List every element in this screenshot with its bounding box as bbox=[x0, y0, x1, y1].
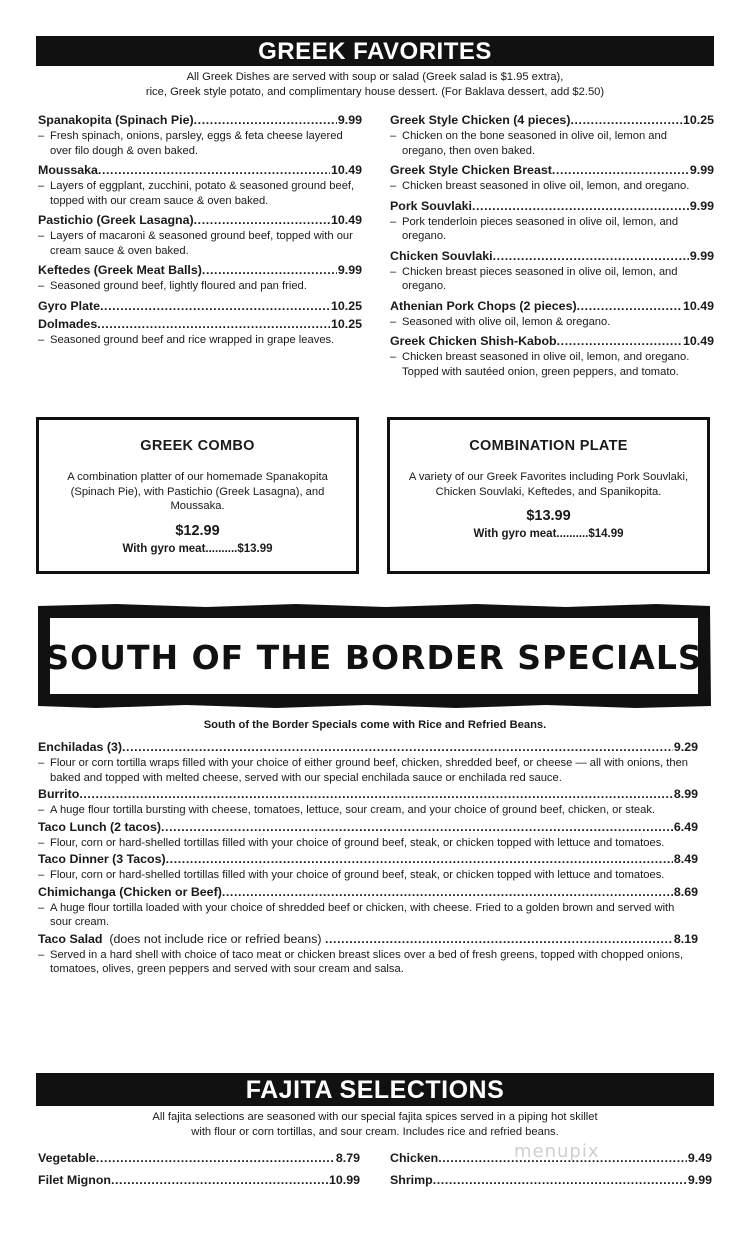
menu-item-row bbox=[38, 851, 698, 868]
menu-item-row bbox=[38, 162, 362, 179]
item-description bbox=[38, 836, 698, 851]
greek-combo-description: A combination platter of our homemade Spanakopita (Spinach Pie), with Pastichio (Greek Lasagna), and Moussaka. bbox=[67, 471, 328, 512]
item-price: 9.29 bbox=[673, 740, 698, 754]
item-name: Taco Salad bbox=[38, 931, 103, 946]
greek-combo-title: GREEK COMBO bbox=[140, 438, 255, 454]
item-name: Dolmades bbox=[38, 316, 98, 331]
item-description-text: Pork tenderloin pieces seasoned in olive oil, lemon, and oregano. bbox=[402, 215, 679, 242]
item-name: Athenian Pork Chops (2 pieces) bbox=[390, 298, 577, 313]
item-price: 10.25 bbox=[330, 298, 362, 313]
item-description-text: Chicken breast pieces seasoned in olive oil, lemon, and oregano. bbox=[402, 265, 678, 292]
menu-item bbox=[38, 931, 698, 977]
item-name: Pork Souvlaki bbox=[390, 198, 472, 213]
item-price: 9.99 bbox=[689, 198, 714, 213]
greek-note-line1: All Greek Dishes are served with soup or salad (Greek salad is $1.95 extra), bbox=[186, 71, 564, 83]
item-price: 10.25 bbox=[330, 316, 362, 331]
dash-marker: – bbox=[38, 757, 45, 769]
item-name: Keftedes (Greek Meat Balls) bbox=[38, 263, 202, 277]
item-name: Gyro Plate bbox=[38, 298, 100, 313]
menu-item-row bbox=[390, 198, 714, 215]
item-price: 8.79 bbox=[335, 1151, 360, 1165]
menu-item-row bbox=[38, 786, 698, 803]
menu-item bbox=[38, 162, 362, 208]
menu-item-row bbox=[38, 739, 698, 756]
dot-leader bbox=[111, 1172, 328, 1189]
item-description bbox=[38, 803, 698, 818]
combination-plate-title: COMBINATION PLATE bbox=[469, 438, 628, 454]
menu-item-row bbox=[390, 333, 714, 350]
item-price: 8.49 bbox=[673, 852, 698, 866]
item-name: Shrimp bbox=[390, 1173, 433, 1187]
item-price: 8.99 bbox=[673, 787, 698, 801]
item-description bbox=[390, 350, 714, 379]
fajita-note bbox=[36, 1110, 714, 1139]
dot-leader bbox=[433, 1172, 687, 1189]
dot-leader bbox=[194, 212, 330, 229]
menu-item-row bbox=[38, 212, 362, 229]
item-description-text: A huge flour tortilla loaded with your choice of shredded beef or chicken, with cheese. Fried to a golden brown and served with sour cream. bbox=[50, 901, 675, 928]
item-description-text: Chicken breast seasoned in olive oil, lemon, and oregano. bbox=[402, 180, 690, 192]
dot-leader bbox=[122, 739, 673, 756]
greek-favorites-banner bbox=[36, 36, 714, 66]
dash-marker: – bbox=[390, 351, 397, 363]
item-name: Greek Style Chicken (4 pieces) bbox=[390, 113, 571, 127]
dot-leader bbox=[222, 884, 673, 901]
south-of-border-title: SOUTH OF THE BORDER SPECIALS bbox=[45, 638, 703, 677]
menu-item-row bbox=[390, 298, 714, 315]
menu-item-row bbox=[38, 884, 698, 901]
fajita-note-line2: with flour or corn tortillas, and sour cream. Includes rice and refried beans. bbox=[191, 1125, 559, 1138]
item-description-text: A huge flour tortilla bursting with cheese, tomatoes, lettuce, sour cream, and your choice of ground beef, chicken, or steak. bbox=[50, 804, 656, 816]
dot-leader bbox=[325, 931, 673, 948]
menu-item bbox=[390, 1172, 712, 1189]
item-description-text: Flour or corn tortilla wraps filled with your choice of either ground beef, chicken, shredded beef, or cheese — all with onions, then baked and topped with melted cheese, served with our special enchilada sauce or enchilada red sauce. bbox=[50, 757, 689, 784]
dash-marker: – bbox=[390, 215, 397, 228]
item-note: (does not include rice or refried beans) bbox=[102, 931, 325, 946]
dot-leader bbox=[96, 1150, 335, 1167]
item-name: Burrito bbox=[38, 787, 80, 801]
item-price: 10.99 bbox=[328, 1173, 360, 1187]
menu-item bbox=[38, 298, 362, 315]
item-price: 10.25 bbox=[682, 113, 714, 127]
menu-item-row bbox=[38, 931, 698, 948]
item-description bbox=[38, 756, 698, 785]
item-name: Greek Chicken Shish-Kabob bbox=[390, 334, 557, 348]
greek-right-column bbox=[390, 112, 714, 383]
item-description bbox=[38, 333, 362, 348]
dash-marker: – bbox=[38, 804, 45, 816]
item-description-text: Seasoned ground beef, lightly floured and pan fried. bbox=[50, 280, 307, 292]
menu-item-row bbox=[38, 1172, 360, 1189]
menu-item-row bbox=[38, 298, 362, 315]
menu-item bbox=[38, 112, 362, 158]
item-description-text: Flour, corn or hard-shelled tortillas filled with your choice of ground beef, steak, or chicken topped with lettuce and tomatoes. bbox=[50, 869, 665, 881]
item-name: Filet Mignon bbox=[38, 1173, 111, 1187]
item-name: Enchiladas (3) bbox=[38, 740, 123, 754]
item-description-text: Chicken breast seasoned in olive oil, lemon, and oregano. Topped with sautéed onion, green peppers, and tomato. bbox=[402, 351, 690, 378]
item-price: 9.49 bbox=[687, 1151, 712, 1165]
menu-item bbox=[390, 112, 714, 158]
dash-marker: – bbox=[38, 280, 45, 292]
dot-leader bbox=[202, 262, 337, 279]
dash-marker: – bbox=[38, 333, 45, 346]
dash-marker: – bbox=[38, 948, 45, 961]
menu-item bbox=[38, 819, 698, 851]
dash-marker: – bbox=[38, 836, 45, 849]
greek-combo-price: $12.99 bbox=[175, 522, 220, 539]
dot-leader bbox=[194, 112, 337, 129]
item-price: 8.19 bbox=[673, 931, 698, 946]
menu-item bbox=[390, 248, 714, 294]
menu-item-row bbox=[38, 819, 698, 836]
item-description bbox=[38, 901, 698, 930]
item-description bbox=[390, 129, 714, 158]
greek-combo-gyro-price: With gyro meat..........$13.99 bbox=[122, 542, 273, 555]
item-description-text: Flour, corn or hard-shelled tortillas filled with your choice of ground beef, steak, or chicken topped with lettuce and tomatoes. bbox=[50, 836, 665, 849]
dash-marker: – bbox=[38, 869, 45, 881]
menu-item-row bbox=[38, 316, 362, 333]
menu-item bbox=[38, 786, 698, 818]
item-description-text: Layers of macaroni & seasoned ground beef, topped with our cream sauce & oven baked. bbox=[50, 230, 353, 257]
item-name: Taco Dinner (3 Tacos) bbox=[38, 852, 166, 866]
dot-leader bbox=[552, 162, 689, 179]
greek-left-column bbox=[38, 112, 362, 351]
fajita-banner bbox=[36, 1073, 714, 1106]
dot-leader bbox=[472, 198, 689, 215]
fajita-note-line1: All fajita selections are seasoned with our special fajita spices served in a piping hot skillet bbox=[152, 1111, 598, 1123]
menu-item-row bbox=[38, 262, 362, 279]
combination-plate-price: $13.99 bbox=[526, 508, 571, 524]
item-description bbox=[390, 265, 714, 294]
dash-marker: – bbox=[390, 180, 397, 192]
menu-item bbox=[38, 851, 698, 883]
item-description bbox=[38, 868, 698, 883]
dash-marker: – bbox=[38, 230, 45, 242]
menu-item-row bbox=[38, 112, 362, 129]
menu-item-row bbox=[38, 1150, 360, 1167]
item-price: 9.99 bbox=[337, 113, 362, 127]
dot-leader bbox=[79, 786, 673, 803]
dash-marker: – bbox=[390, 265, 397, 278]
dot-leader bbox=[161, 819, 673, 836]
dot-leader bbox=[557, 333, 682, 350]
dot-leader bbox=[98, 162, 330, 179]
item-description bbox=[390, 179, 714, 194]
item-description bbox=[38, 179, 362, 208]
dash-marker: – bbox=[38, 901, 45, 914]
item-description-text: Seasoned with olive oil, lemon & oregano. bbox=[402, 315, 611, 328]
south-note: South of the Border Specials come with Rice and Refried Beans. bbox=[203, 719, 547, 731]
item-description bbox=[38, 129, 362, 158]
greek-note-line2: rice, Greek style potato, and complimentary house dessert. (For Baklava dessert, add $2.50) bbox=[145, 85, 605, 98]
combination-plate-box bbox=[387, 417, 710, 574]
item-description-text: Fresh spinach, onions, parsley, eggs & feta cheese layered over filo dough & oven baked. bbox=[50, 130, 343, 157]
menu-item bbox=[390, 162, 714, 194]
menu-item-row bbox=[390, 1172, 712, 1189]
item-name: Vegetable bbox=[38, 1151, 96, 1165]
south-of-border-banner bbox=[36, 602, 712, 710]
menu-item-row bbox=[390, 248, 714, 265]
item-price: 10.49 bbox=[330, 213, 362, 227]
menu-item-row bbox=[390, 162, 714, 179]
dash-marker: – bbox=[38, 130, 45, 142]
greek-note bbox=[36, 70, 714, 99]
south-items-list bbox=[38, 739, 698, 978]
item-description bbox=[390, 215, 714, 244]
dot-leader bbox=[100, 298, 330, 315]
combination-plate-description: A variety of our Greek Favorites including Pork Souvlaki, Chicken Souvlaki, Keftedes, and Spanikopita. bbox=[408, 471, 689, 498]
dot-leader bbox=[166, 851, 673, 868]
item-price: 10.49 bbox=[682, 334, 714, 348]
greek-favorites-title: GREEK FAVORITES bbox=[258, 38, 492, 65]
fajita-title: FAJITA SELECTIONS bbox=[245, 1076, 505, 1104]
item-name: Pastichio (Greek Lasagna) bbox=[38, 213, 194, 227]
combination-plate-gyro-price: With gyro meat..........$14.99 bbox=[473, 528, 624, 540]
item-price: 9.99 bbox=[689, 248, 714, 263]
menu-item bbox=[38, 884, 698, 930]
dash-marker: – bbox=[390, 130, 397, 142]
item-name: Chimichanga (Chicken or Beef) bbox=[38, 884, 222, 899]
dash-marker: – bbox=[38, 180, 45, 192]
dot-leader bbox=[493, 248, 689, 265]
item-name: Spanakopita (Spinach Pie) bbox=[38, 113, 194, 127]
item-name: Moussaka bbox=[38, 163, 98, 177]
dot-leader bbox=[97, 316, 330, 333]
item-description-text: Chicken on the bone seasoned in olive oil, lemon and oregano, then oven baked. bbox=[402, 130, 667, 157]
item-price: 10.49 bbox=[330, 163, 362, 177]
item-price: 9.99 bbox=[689, 163, 714, 177]
menu-item bbox=[38, 316, 362, 348]
watermark: menupix bbox=[514, 1141, 600, 1162]
menu-item bbox=[390, 333, 714, 379]
menu-item bbox=[390, 298, 714, 330]
fajita-left-column bbox=[38, 1150, 360, 1194]
dash-marker: – bbox=[390, 315, 397, 328]
item-price: 8.69 bbox=[673, 884, 698, 899]
item-name: Greek Style Chicken Breast bbox=[390, 163, 552, 177]
greek-combo-box bbox=[36, 417, 359, 574]
item-price: 9.99 bbox=[687, 1173, 712, 1187]
item-name: Taco Lunch (2 tacos) bbox=[38, 819, 162, 834]
dot-leader bbox=[577, 298, 682, 315]
menu-item bbox=[38, 262, 362, 294]
item-price: 9.99 bbox=[337, 263, 362, 277]
item-name: Chicken bbox=[390, 1151, 439, 1165]
item-price: 10.49 bbox=[682, 298, 714, 313]
item-description bbox=[38, 279, 362, 294]
item-description-text: Seasoned ground beef and rice wrapped in grape leaves. bbox=[50, 333, 335, 346]
dot-leader bbox=[570, 112, 682, 129]
menu-item bbox=[38, 1172, 360, 1189]
menu-item bbox=[390, 198, 714, 244]
menu-item bbox=[38, 212, 362, 258]
item-description bbox=[38, 229, 362, 258]
item-description bbox=[390, 315, 714, 330]
item-name: Chicken Souvlaki bbox=[390, 248, 493, 263]
menu-item bbox=[38, 1150, 360, 1167]
item-description bbox=[38, 948, 698, 977]
item-description-text: Layers of eggplant, zucchini, potato & seasoned ground beef, topped with our cream sauce & oven baked. bbox=[50, 180, 355, 207]
menu-item bbox=[38, 739, 698, 785]
item-description-text: Served in a hard shell with choice of taco meat or chicken breast slices over a bed of fresh greens, topped with chopped onions, tomatoes, olives, green peppers and served with sour cream and salsa. bbox=[50, 948, 684, 975]
item-price: 6.49 bbox=[673, 819, 698, 834]
menu-item-row bbox=[390, 112, 714, 129]
